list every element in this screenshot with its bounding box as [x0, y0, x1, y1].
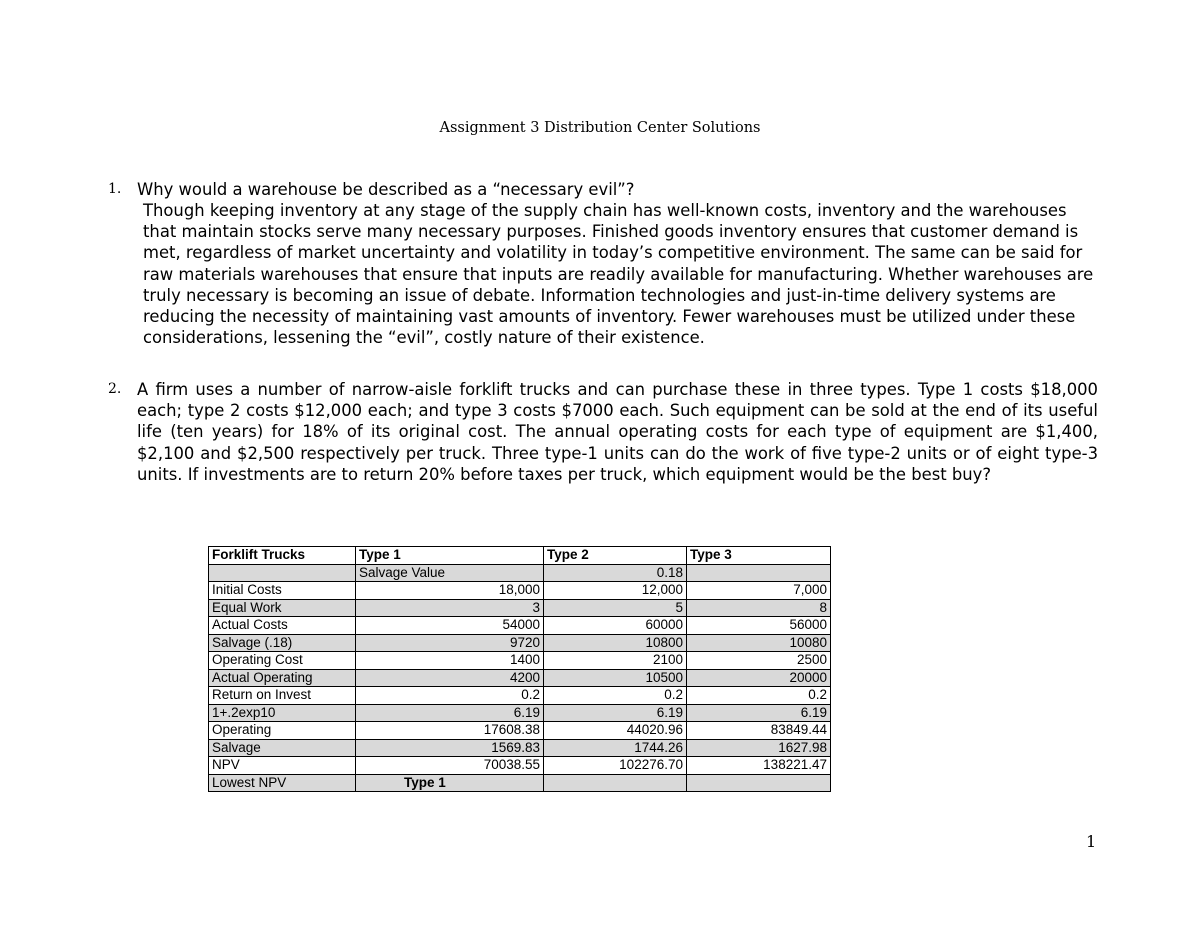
type-1-cell: 18,000: [356, 582, 544, 600]
type-2-cell: 10800: [544, 634, 687, 652]
type-1-cell: 9720: [356, 634, 544, 652]
row-label: Operating Cost: [209, 652, 356, 670]
type-1-cell: 3: [356, 599, 544, 617]
row-label: Actual Operating: [209, 669, 356, 687]
type-2-cell: 1744.26: [544, 739, 687, 757]
table-header-row: [209, 547, 831, 565]
type-3-cell: 56000: [687, 617, 831, 635]
type-3-cell: 2500: [687, 652, 831, 670]
row-label: NPV: [209, 757, 356, 775]
question-2: [108, 379, 1098, 485]
question-1-text: Why would a warehouse be described as a “necessary evil”?: [137, 180, 635, 199]
table-row: [209, 722, 831, 740]
type-1-cell: 70038.55: [356, 757, 544, 775]
table-cell: [687, 564, 831, 582]
table-row: [209, 669, 831, 687]
header-cell: Type 2: [544, 547, 687, 565]
header-cell: Type 3: [687, 547, 831, 565]
question-2-text: A firm uses a number of narrow-aisle forklift trucks and can purchase these in three types. Type 1 costs $18,000 each; type 2 costs $12,000 each; and type 3 costs $7000 each. Such equipment can be sold at the end of its useful life (ten years) for 18% of its original cost. The annual operating costs for each type of equipment are $1,400, $2,100 and $2,500 respectively per truck. Three type-1 units can do the work of five type-2 units or of eight type-3 units. If investments are to return 20% before taxes per truck, which equipment would be the best buy?: [137, 380, 1098, 484]
type-1-cell: 4200: [356, 669, 544, 687]
row-label: Return on Invest: [209, 687, 356, 705]
header-cell: Type 1: [356, 547, 544, 565]
type-3-cell: 0.2: [687, 687, 831, 705]
table-row: [209, 582, 831, 600]
row-label: Lowest NPV: [209, 774, 356, 792]
question-1-number: 1.: [108, 181, 122, 197]
table-row: [209, 634, 831, 652]
type-3-cell: 20000: [687, 669, 831, 687]
type-2-cell: 5: [544, 599, 687, 617]
table-row: [209, 704, 831, 722]
type-1-cell: 54000: [356, 617, 544, 635]
type-2-cell: 10500: [544, 669, 687, 687]
table-row: [209, 739, 831, 757]
table-row: [209, 599, 831, 617]
type-3-cell: 7,000: [687, 582, 831, 600]
question-2-number: 2.: [108, 381, 122, 397]
row-label: 1+.2exp10: [209, 704, 356, 722]
row-label: Operating: [209, 722, 356, 740]
table-cell: Salvage Value: [356, 564, 544, 582]
table-row: [209, 617, 831, 635]
empty-cell: [544, 774, 687, 792]
type-2-cell: 60000: [544, 617, 687, 635]
table-cell: 0.18: [544, 564, 687, 582]
page-number: 1: [1086, 832, 1097, 851]
type-1-cell: 17608.38: [356, 722, 544, 740]
header-cell: Forklift Trucks: [209, 547, 356, 565]
type-2-cell: 6.19: [544, 704, 687, 722]
table-row: [209, 757, 831, 775]
type-1-cell: 0.2: [356, 687, 544, 705]
row-label: Initial Costs: [209, 582, 356, 600]
row-label: Salvage (.18): [209, 634, 356, 652]
empty-cell: [687, 774, 831, 792]
table-row: [209, 687, 831, 705]
forklift-trucks-table: [208, 546, 831, 792]
row-label: Salvage: [209, 739, 356, 757]
table-cell: [209, 564, 356, 582]
lowest-npv-row: [209, 774, 831, 792]
table-row: [209, 652, 831, 670]
type-3-cell: 6.19: [687, 704, 831, 722]
type-2-cell: 0.2: [544, 687, 687, 705]
question-1-answer: Though keeping inventory at any stage of the supply chain has well-known costs, inventory and the warehouses that maintain stocks serve many necessary purposes. Finished goods inventory ensures that customer demand is met, regardless of market uncertainty and volatility in today’s competitive environment. The same can be said for raw materials warehouses that ensure that inputs are readily available for manufacturing. Whether warehouses are truly necessary is becoming an issue of debate. Information technologies and just-in-time delivery systems are reducing the necessity of maintaining vast amounts of inventory. Fewer warehouses must be utilized under these considerations, lessening the “evil”, costly nature of their existence.: [143, 201, 1094, 348]
type-3-cell: 83849.44: [687, 722, 831, 740]
type-3-cell: 10080: [687, 634, 831, 652]
lowest-npv-value: Type 1: [356, 774, 544, 792]
type-2-cell: 44020.96: [544, 722, 687, 740]
question-1: [108, 179, 1098, 348]
type-1-cell: 6.19: [356, 704, 544, 722]
row-label: Equal Work: [209, 599, 356, 617]
type-1-cell: 1569.83: [356, 739, 544, 757]
row-label: Actual Costs: [209, 617, 356, 635]
type-1-cell: 1400: [356, 652, 544, 670]
type-2-cell: 12,000: [544, 582, 687, 600]
type-3-cell: 8: [687, 599, 831, 617]
salvage-value-row: [209, 564, 831, 582]
type-3-cell: 138221.47: [687, 757, 831, 775]
type-3-cell: 1627.98: [687, 739, 831, 757]
type-2-cell: 102276.70: [544, 757, 687, 775]
type-2-cell: 2100: [544, 652, 687, 670]
document-title: Assignment 3 Distribution Center Solutions: [439, 120, 761, 136]
